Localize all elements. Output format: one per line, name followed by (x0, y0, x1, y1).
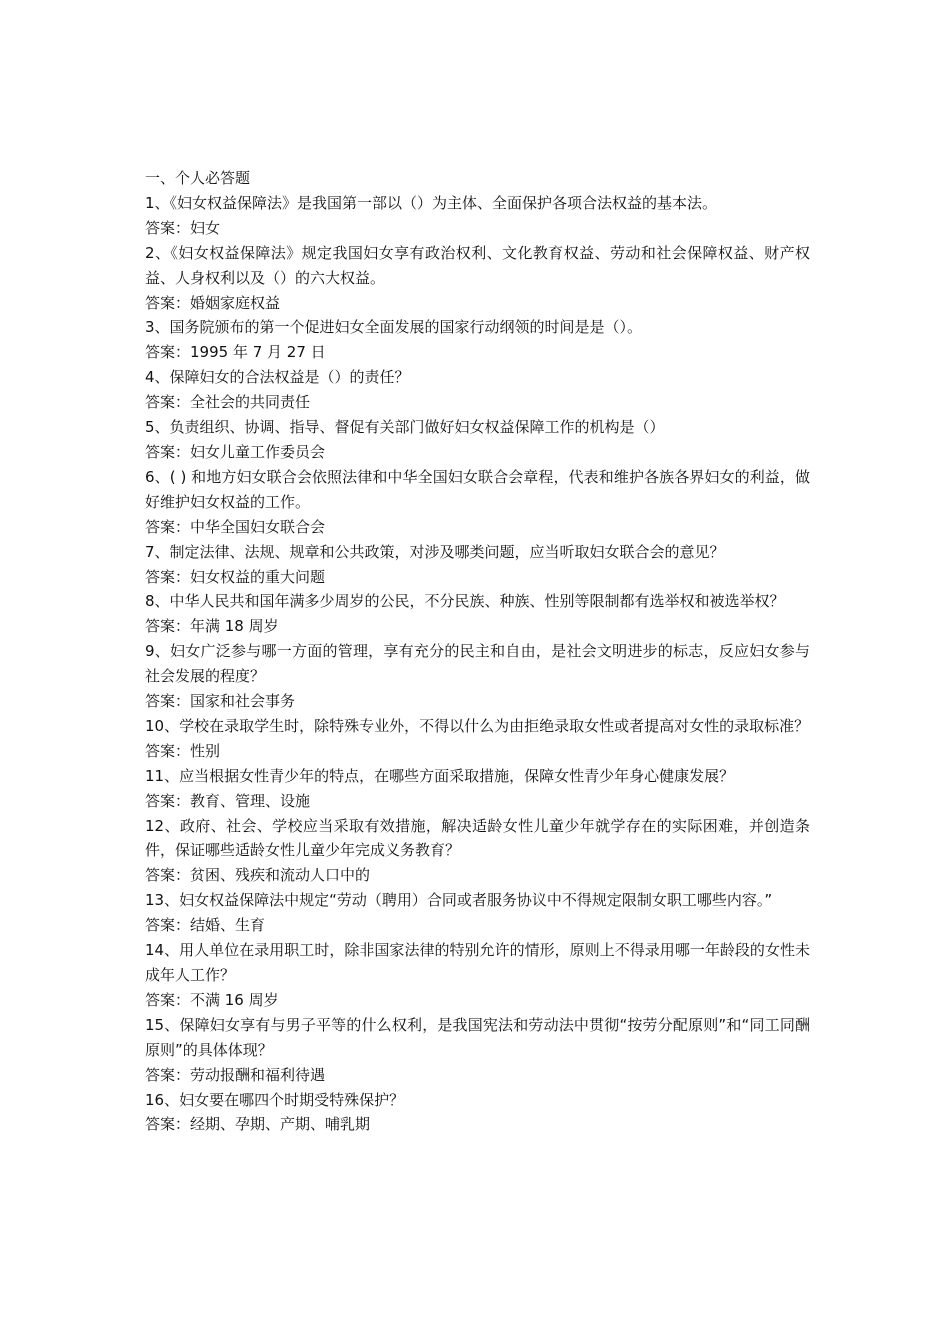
qa-item-1 (145, 191, 810, 241)
answer-text: 答案：1995 年 7 月 27 日 (145, 343, 326, 362)
answer-text: 答案：劳动报酬和福利待遇 (145, 1065, 326, 1084)
answer-text: 答案：妇女权益的重大问题 (145, 567, 326, 586)
question-text: 14、用人单位在录用职工时，除非国家法律的特别允许的情形，原则上不得录用哪一年龄段的女性未成年人工作？ (145, 941, 810, 984)
question-text: 4、保障妇女的合法权益是（）的责任？ (145, 368, 410, 387)
answer-text: 答案：中华全国妇女联合会 (145, 517, 326, 536)
question-text: 5、负责组织、协调、指导、督促有关部门做好妇女权益保障工作的机构是（） (145, 418, 665, 437)
question-text: 11、应当根据女性青少年的特点，在哪些方面采取措施，保障女性青少年身心健康发展？ (145, 766, 735, 785)
question-text: 2、《妇女权益保障法》规定我国妇女享有政治权利、文化教育权益、劳动和社会保障权益、财产权益、人身权利以及（）的六大权益。 (145, 243, 810, 287)
answer-text: 答案：教育、管理、设施 (145, 791, 311, 810)
document-page (145, 166, 810, 1137)
question-text: 1、《妇女权益保障法》是我国第一部以（）为主体、全面保护各项合法权益的基本法。 (145, 193, 718, 212)
question-text: 9、妇女广泛参与哪一方面的管理，享有充分的民主和自由，是社会文明进步的标志，反应妇女参与社会发展的程度？ (145, 642, 810, 686)
question-text: 7、制定法律、法规、规章和公共政策，对涉及哪类问题，应当听取妇女联合会的意见？ (145, 542, 725, 561)
answer-text: 答案：妇女儿童工作委员会 (145, 442, 326, 461)
answer-text: 答案：结婚、生育 (145, 916, 266, 935)
qa-item-2 (145, 241, 810, 316)
qa-item-5 (145, 415, 810, 465)
question-text: 15、保障妇女享有与男子平等的什么权利，是我国宪法和劳动法中贯彻“按劳分配原则”和“同工同酬原则”的具体体现？ (145, 1015, 810, 1059)
qa-item-11 (145, 764, 810, 814)
question-text: 6、( ) 和地方妇女联合会依照法律和中华全国妇女联合会章程，代表和维护各族各界妇女的利益，做好维护妇女权益的工作。 (145, 467, 810, 511)
question-text: 13、妇女权益保障法中规定“劳动（聘用）合同或者服务协议中不得规定限制女职工哪些内容。” (145, 891, 773, 910)
answer-text: 答案：不满 16 周岁 (145, 990, 279, 1009)
question-text: 16、妇女要在哪四个时期受特殊保护？ (145, 1090, 405, 1109)
qa-item-9 (145, 639, 810, 714)
answer-text: 答案：贫困、残疾和流动人口中的 (145, 866, 371, 885)
answer-text: 答案：妇女 (145, 218, 221, 237)
answer-text: 答案：性别 (145, 741, 221, 760)
qa-item-3 (145, 315, 810, 365)
qa-item-6 (145, 465, 810, 540)
qa-item-12 (145, 814, 810, 889)
answer-text: 答案：婚姻家庭权益 (145, 293, 281, 312)
answer-text: 答案：年满 18 周岁 (145, 617, 279, 636)
question-text: 10、学校在录取学生时，除特殊专业外，不得以什么为由拒绝录取女性或者提高对女性的录取标准？ (145, 716, 810, 735)
qa-item-4 (145, 365, 810, 415)
qa-item-8 (145, 589, 810, 639)
question-text: 3、国务院颁布的第一个促进妇女全面发展的国家行动纲领的时间是是（）。 (145, 318, 643, 337)
answer-text: 答案：全社会的共同责任 (145, 393, 311, 412)
question-text: 8、中华人民共和国年满多少周岁的公民，不分民族、种族、性别等限制都有选举权和被选举权？ (145, 592, 785, 611)
qa-item-10 (145, 714, 810, 764)
qa-item-7 (145, 540, 810, 590)
answer-text: 答案：经期、孕期、产期、哺乳期 (145, 1115, 371, 1134)
qa-item-14 (145, 938, 810, 1013)
qa-item-16 (145, 1088, 810, 1138)
answer-text: 答案：国家和社会事务 (145, 692, 296, 711)
question-text: 12、政府、社会、学校应当采取有效措施，解决适龄女性儿童少年就学存在的实际困难，并创造条件，保证哪些适龄女性儿童少年完成义务教育？ (145, 816, 810, 860)
section-heading: 一、个人必答题 (145, 169, 251, 187)
qa-item-13 (145, 888, 810, 938)
qa-item-15 (145, 1013, 810, 1088)
